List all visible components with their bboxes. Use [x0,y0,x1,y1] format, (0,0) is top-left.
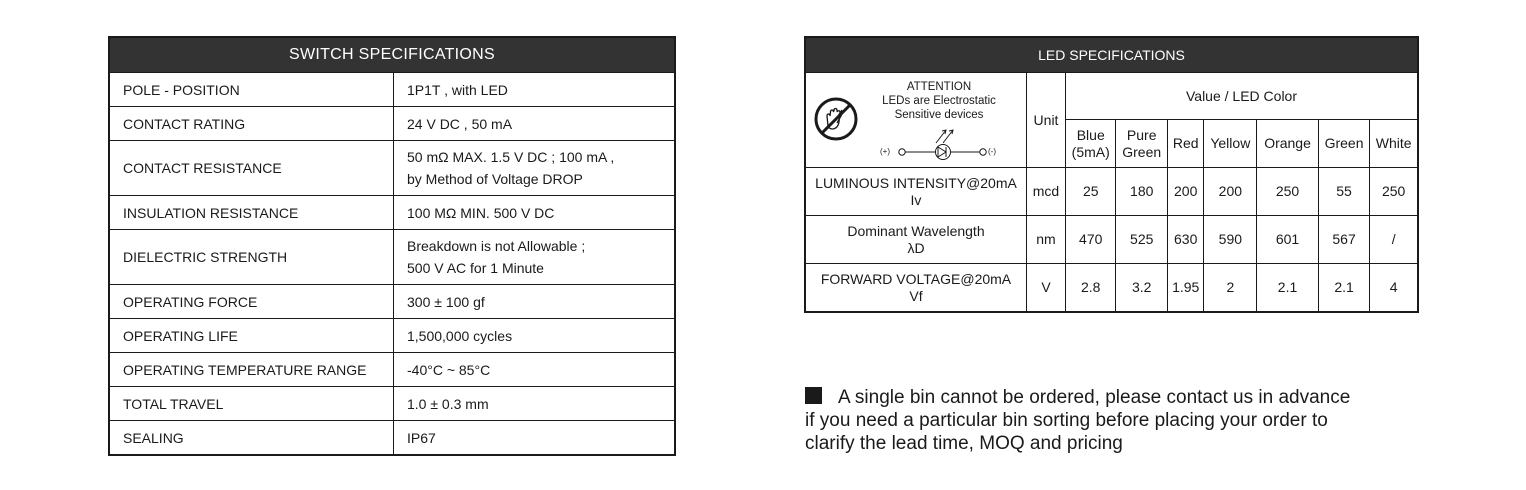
spec-name: OPERATING LIFE [109,319,394,353]
spec-name: OPERATING FORCE [109,285,394,319]
color-header-green: Green [1318,120,1370,168]
table-row [109,319,675,353]
spec-value: 50 mΩ MAX. 1.5 V DC ; 100 mA , by Method of Voltage DROP [394,141,676,196]
attention-text: ATTENTION LEDs are Electrostatic Sensitive devices [882,80,996,121]
spec-value: Breakdown is not Allowable ; 500 V AC for 1 Minute [394,230,676,285]
value-cell: 55 [1318,168,1370,216]
table-row [805,264,1418,313]
value-cell: 250 [1257,168,1319,216]
spec-value: 1.0 ± 0.3 mm [394,387,676,421]
spec-value: -40°C ~ 85°C [394,353,676,387]
spec-value: 1P1T , with LED [394,73,676,107]
led-diode-symbol-icon [876,142,1006,162]
value-cell: 601 [1257,216,1319,264]
value-cell: 3.2 [1116,264,1168,313]
spec-value: 24 V DC , 50 mA [394,107,676,141]
spec-name: SEALING [109,421,394,456]
value-cell: 200 [1167,168,1203,216]
parameter-unit: V [1027,264,1066,313]
color-header-pure-green: Pure Green [1116,120,1168,168]
value-cell: 567 [1318,216,1370,264]
value-cell: 590 [1204,216,1257,264]
value-cell: 2.8 [1066,264,1116,313]
esd-attention-cell [805,73,1027,168]
table-row [109,421,675,456]
parameter-unit: nm [1027,216,1066,264]
value-cell: 2.1 [1318,264,1370,313]
black-square-bullet-icon [805,387,822,404]
no-hand-esd-icon [813,96,859,142]
cathode-label: (-) [988,146,996,156]
table-row [109,196,675,230]
value-cell: / [1370,216,1418,264]
switch-specifications-table [108,36,676,456]
color-header-white: White [1370,120,1418,168]
led-specifications-table [804,36,1419,313]
spec-name: DIELECTRIC STRENGTH [109,230,394,285]
value-cell: 525 [1116,216,1168,264]
table-row [805,168,1418,216]
bin-ordering-note [805,386,1425,455]
value-cell: 200 [1204,168,1257,216]
color-header-orange: Orange [1257,120,1319,168]
value-cell: 1.95 [1167,264,1203,313]
parameter-name: LUMINOUS INTENSITY@20mA Iv [805,168,1027,216]
table-row [805,216,1418,264]
value-cell: 630 [1167,216,1203,264]
table-row [109,141,675,196]
value-cell: 470 [1066,216,1116,264]
table-row [109,387,675,421]
note-line: A single bin cannot be ordered, please contact us in advance [805,386,1425,409]
table-row [109,73,675,107]
led-specifications-title: LED SPECIFICATIONS [805,37,1418,73]
color-header-yellow: Yellow [1204,120,1257,168]
spec-name: TOTAL TRAVEL [109,387,394,421]
note-line: clarify the lead time, MOQ and pricing [805,433,1123,454]
parameter-name: Dominant Wavelength λD [805,216,1027,264]
value-cell: 25 [1066,168,1116,216]
value-cell: 4 [1370,264,1418,313]
color-header-blue: Blue (5mA) [1066,120,1116,168]
table-row [109,285,675,319]
anode-label: (+) [880,146,890,156]
value-led-color-header: Value / LED Color [1066,73,1419,120]
parameter-unit: mcd [1027,168,1066,216]
value-cell: 250 [1370,168,1418,216]
table-header-row [805,73,1418,120]
value-cell: 2 [1204,264,1257,313]
spec-name: INSULATION RESISTANCE [109,196,394,230]
switch-specifications-title: SWITCH SPECIFICATIONS [109,37,675,73]
spec-name: CONTACT RESISTANCE [109,141,394,196]
parameter-name: FORWARD VOLTAGE@20mA Vf [805,264,1027,313]
color-header-red: Red [1167,120,1203,168]
table-row [109,107,675,141]
spec-name: CONTACT RATING [109,107,394,141]
table-row [109,353,675,387]
spec-name: OPERATING TEMPERATURE RANGE [109,353,394,387]
spec-value: 100 MΩ MIN. 500 V DC [394,196,676,230]
spec-value: IP67 [394,421,676,456]
spec-value: 300 ± 100 gf [394,285,676,319]
table-row [109,230,675,285]
value-cell: 2.1 [1257,264,1319,313]
note-line: if you need a particular bin sorting before placing your order to [805,410,1328,431]
unit-header: Unit [1027,73,1066,168]
value-cell: 180 [1116,168,1168,216]
spec-value: 1,500,000 cycles [394,319,676,353]
spec-name: POLE - POSITION [109,73,394,107]
